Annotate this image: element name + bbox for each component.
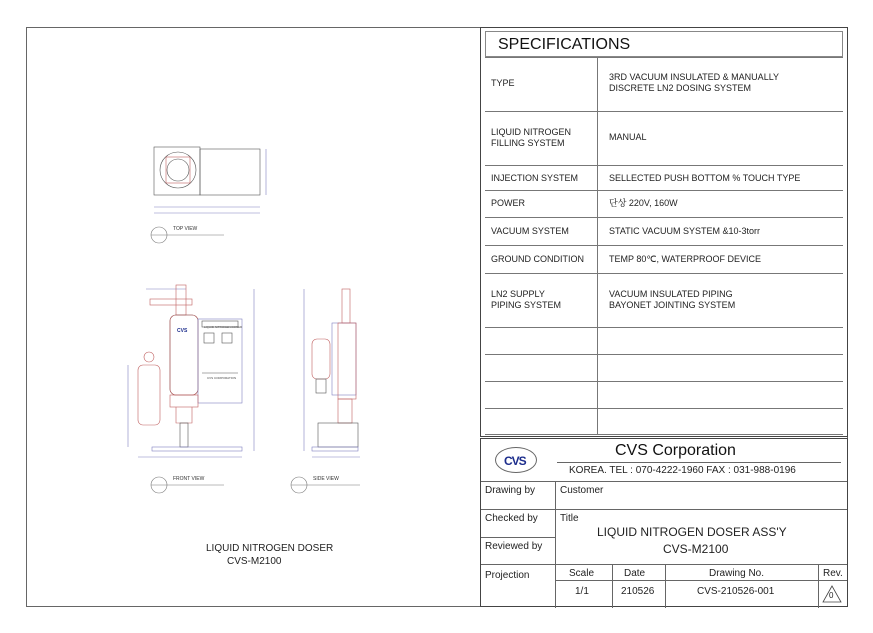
specifications-title: SPECIFICATIONS <box>485 31 843 57</box>
spec-row-empty <box>485 381 843 408</box>
spec-row-vacuum <box>485 217 843 245</box>
panel-footer: CVS CORPORATION <box>207 376 237 380</box>
spec-label: VACUUM SYSTEM <box>491 226 569 236</box>
technical-drawing-area <box>26 27 480 607</box>
drawing-title-line2: CVS-M2100 <box>663 542 729 556</box>
specifications-table <box>480 27 848 437</box>
spec-row-empty <box>485 327 843 354</box>
tb-divider <box>555 580 847 581</box>
drawing-no-label: Drawing No. <box>709 568 765 579</box>
rev-label: Rev. <box>823 568 843 579</box>
company-address: KOREA. TEL : 070-4222-1960 FAX : 031-988-0196 <box>569 465 796 476</box>
tb-divider <box>555 481 556 608</box>
tb-divider <box>818 564 819 608</box>
scale-label: Scale <box>569 568 595 579</box>
checked-by-label: Checked by <box>485 513 538 524</box>
doser-drawing <box>26 27 480 607</box>
spec-value: VACUUM INSULATED PIPING <box>609 289 733 299</box>
spec-value: DISCRETE LN2 DOSING SYSTEM <box>609 83 752 93</box>
drawing-by-label: Drawing by <box>485 485 536 496</box>
spec-value: BAYONET JOINTING SYSTEM <box>609 300 736 310</box>
spec-label: PIPING SYSTEM <box>491 300 562 310</box>
drawing-title-line1: LIQUID NITROGEN DOSER ASS'Y <box>597 525 787 539</box>
scale-value: 1/1 <box>575 586 589 597</box>
date-value: 210526 <box>621 586 655 597</box>
spec-label: TYPE <box>491 78 515 88</box>
reviewed-by-label: Reviewed by <box>485 541 543 552</box>
spec-row-ground <box>485 245 843 273</box>
spec-label: GROUND CONDITION <box>491 254 584 264</box>
rev-value: 0 <box>829 591 834 600</box>
spec-label: POWER <box>491 198 526 208</box>
front-logo-text: CVS <box>177 328 188 334</box>
cvs-logo-text: CVS <box>504 454 526 468</box>
spec-row-ln2-supply <box>485 273 843 327</box>
spec-value: MANUAL <box>609 132 647 142</box>
spec-row-empty <box>485 354 843 381</box>
tb-divider <box>665 564 666 608</box>
spec-value: STATIC VACUUM SYSTEM &10-3torr <box>609 226 761 236</box>
title-block <box>480 438 848 607</box>
projection-label: Projection <box>485 570 530 581</box>
spec-label: LN2 SUPPLY <box>491 289 545 299</box>
spec-label: FILLING SYSTEM <box>491 138 565 148</box>
cvs-logo <box>495 447 537 473</box>
tb-divider <box>481 537 555 538</box>
company-underline <box>557 462 841 463</box>
top-view-drawing <box>154 147 266 213</box>
spec-label: INJECTION SYSTEM <box>491 173 579 183</box>
drawing-caption-line1: LIQUID NITROGEN DOSER <box>206 543 334 554</box>
spec-row-filling <box>485 111 843 165</box>
drawing-no-value: CVS-210526-001 <box>697 586 775 597</box>
spec-value: 단상 220V, 160W <box>609 198 678 208</box>
tb-divider <box>481 509 847 510</box>
title-label: Title <box>560 513 579 524</box>
tb-divider <box>481 564 847 565</box>
customer-label: Customer <box>560 485 604 496</box>
spec-row-empty <box>485 408 843 435</box>
top-view-label: TOP VIEW <box>173 226 198 232</box>
front-view-label: FRONT VIEW <box>173 476 205 482</box>
front-view-drawing <box>128 285 254 457</box>
spec-row-injection <box>485 165 843 190</box>
panel-label: LIQUID NITROGEN DOSER <box>204 325 243 329</box>
spec-value: 3RD VACUUM INSULATED & MANUALLY <box>609 72 780 82</box>
side-view-drawing <box>304 289 360 457</box>
side-view-label: SIDE VIEW <box>313 476 339 482</box>
spec-label: LIQUID NITROGEN <box>491 127 572 137</box>
spec-row-type <box>485 57 843 111</box>
spec-row-power <box>485 190 843 217</box>
company-name: CVS Corporation <box>615 442 736 459</box>
drawing-caption-line2: CVS-M2100 <box>227 556 282 567</box>
tb-divider <box>612 564 613 608</box>
spec-value: SELLECTED PUSH BOTTOM % TOUCH TYPE <box>609 173 801 183</box>
spec-value: TEMP 80℃, WATERPROOF DEVICE <box>609 254 761 264</box>
date-label: Date <box>624 568 646 579</box>
tb-divider <box>481 481 847 482</box>
